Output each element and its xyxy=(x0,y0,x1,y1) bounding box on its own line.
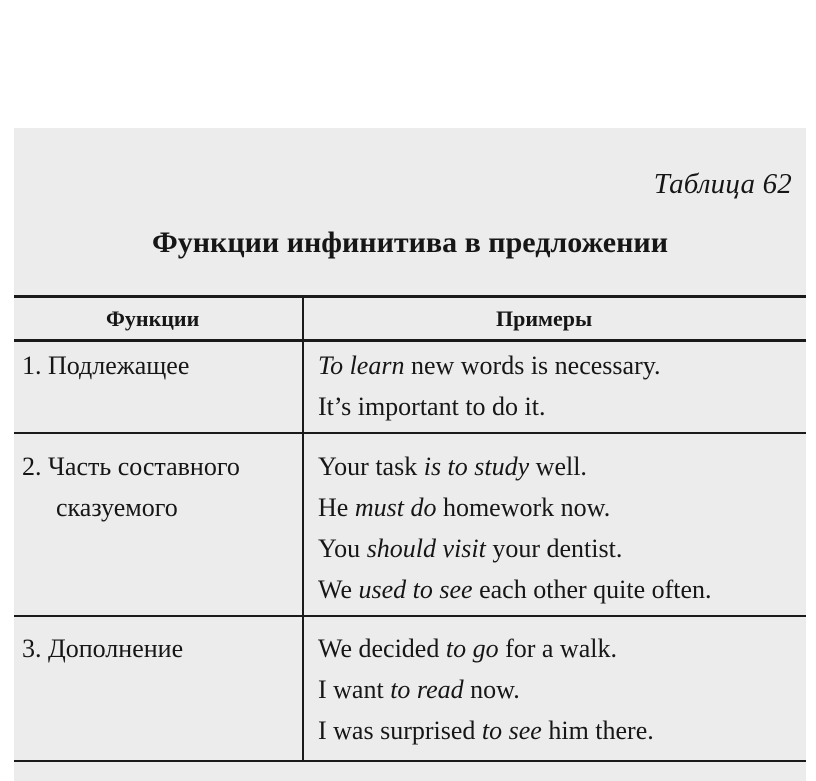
function-text: 1. Подлежащее xyxy=(22,351,190,380)
table-title: Функции инфинитива в предложении xyxy=(152,226,668,259)
column-header-examples: Примеры xyxy=(496,306,593,331)
header-bottom-rule xyxy=(14,339,806,342)
example-sentence: Your task is to study well. xyxy=(318,452,587,481)
example-sentence: It’s important to do it. xyxy=(318,392,546,421)
row-divider xyxy=(14,615,806,617)
table-caption: Таблица 62 xyxy=(653,168,792,200)
examples-cell xyxy=(318,345,661,427)
examples-cell xyxy=(318,446,712,610)
example-sentence: We decided to go for a walk. xyxy=(318,634,617,663)
function-cell xyxy=(22,446,240,528)
function-text: сказуемого xyxy=(56,493,178,522)
function-cell xyxy=(22,345,189,386)
example-sentence: I want to read now. xyxy=(318,675,520,704)
table-bottom-rule xyxy=(14,760,806,762)
table-top-rule xyxy=(14,295,806,298)
examples-cell xyxy=(318,628,654,751)
function-cell xyxy=(22,628,183,669)
function-text: 2. Часть составного xyxy=(22,452,240,481)
row-divider xyxy=(14,432,806,434)
function-text: 3. Дополнение xyxy=(22,634,184,663)
example-sentence: To learn new words is necessary. xyxy=(318,351,661,380)
example-sentence: He must do homework now. xyxy=(318,493,611,522)
column-header-functions: Функции xyxy=(106,306,200,331)
example-sentence: We used to see each other quite often. xyxy=(318,575,712,604)
scanned-page xyxy=(14,128,806,781)
example-sentence: You should visit your dentist. xyxy=(318,534,623,563)
column-divider xyxy=(302,295,304,760)
example-sentence: I was surprised to see him there. xyxy=(318,716,654,745)
